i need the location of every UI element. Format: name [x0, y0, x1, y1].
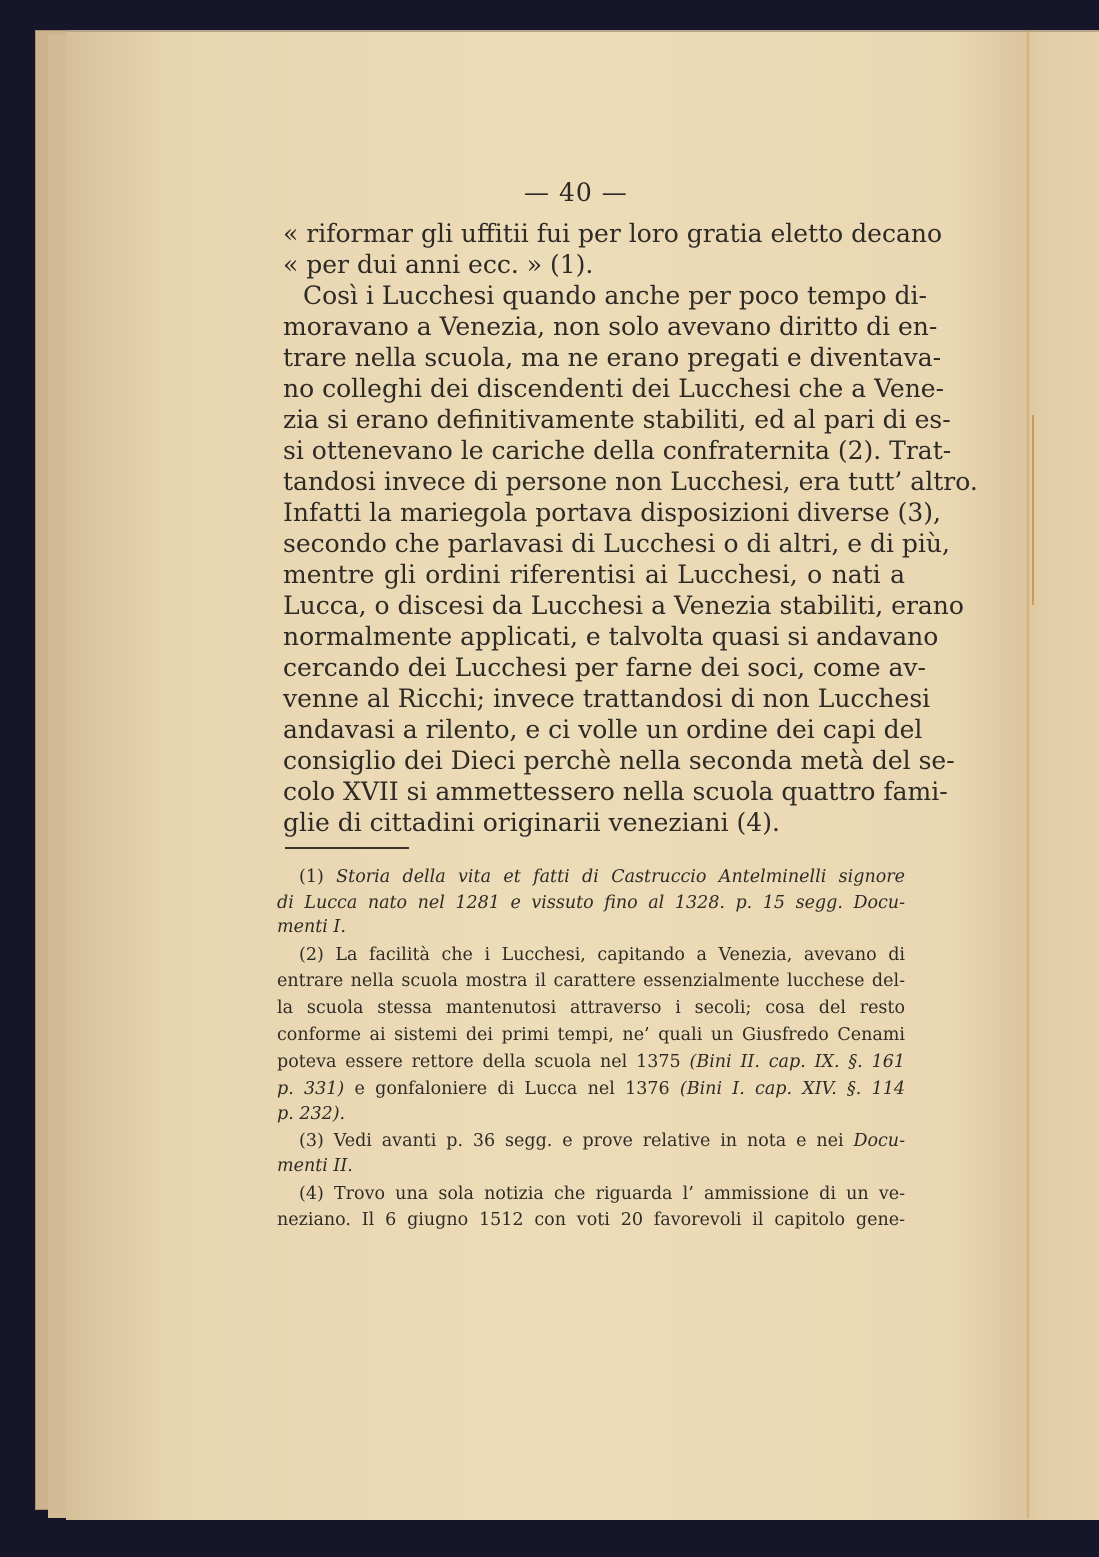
- body-line: Lucca, o discesi da Lucchesi a Venezia stabiliti, erano: [283, 591, 964, 620]
- body-line: si ottenevano le cariche della confraternita (2). Trat-: [283, 436, 952, 465]
- body-line: normalmente applicati, e talvolta quasi si andavano: [283, 622, 939, 651]
- body-line: secondo che parlavasi di Lucchesi o di altri, e di più,: [283, 529, 950, 558]
- citation: p. 331): [277, 1079, 345, 1099]
- footnote-line: conforme ai sistemi dei primi tempi, ne’ quali un Giusfredo Cenami: [277, 1025, 905, 1045]
- body-line: andavasi a rilento, e ci volle un ordine dei capi del: [283, 715, 923, 744]
- paper-crease: [1032, 415, 1034, 605]
- footnote-text: La facilità che i Lucchesi, capitando a Venezia, avevano di: [335, 945, 905, 965]
- footnote-line: [277, 1076, 905, 1103]
- body-line: tandosi invece di persone non Lucchesi, era tutt’ altro.: [283, 467, 978, 496]
- body-line: glie di cittadini originarii veneziani (4).: [283, 808, 780, 837]
- body-line: no colleghi dei discendenti dei Lucchesi che a Vene-: [283, 374, 945, 403]
- body-line: venne al Ricchi; invece trattandosi di non Lucchesi: [283, 684, 931, 713]
- page-number: — 40 —: [524, 178, 628, 207]
- footnote-2: [277, 942, 905, 969]
- page-fold: [1026, 30, 1030, 1518]
- footnote-text: Storia della vita et fatti di Castruccio Antelminelli signore: [336, 867, 905, 887]
- body-line: trare nella scuola, ma ne erano pregati e diventava-: [283, 343, 942, 372]
- footnote-marker: (2): [299, 945, 324, 965]
- body-line: colo XVII si ammettessero nella scuola quattro fami-: [283, 777, 948, 806]
- footnote-text: poteva essere rettore della scuola nel 1375: [277, 1052, 681, 1072]
- footnote-line: entrare nella scuola mostra il carattere essenzialmente lucchese del-: [277, 971, 905, 991]
- footnote-3: [277, 1128, 905, 1155]
- footnote-4: [277, 1181, 905, 1208]
- footnote-line: [277, 1153, 905, 1180]
- body-line: Infatti la mariegola portava disposizioni diverse (3),: [283, 498, 941, 527]
- citation: Docu-: [853, 1131, 905, 1151]
- footnote-line: [277, 890, 905, 917]
- footnote-separator: [285, 847, 409, 849]
- footnote-line: [277, 914, 905, 941]
- body-line: mentre gli ordini riferentisi ai Lucchesi, o nati a: [283, 560, 905, 589]
- footnote-1: [277, 864, 905, 891]
- citation: (Bini I. cap. XIV. §. 114: [679, 1079, 906, 1099]
- citation: p. 232).: [277, 1104, 346, 1124]
- body-line: moravano a Venezia, non solo avevano diritto di en-: [283, 312, 938, 341]
- footnote-line: neziano. Il 6 giugno 1512 con voti 20 favorevoli il capitolo gene-: [277, 1210, 905, 1230]
- footnote-line: [277, 1101, 905, 1128]
- footnote-text: menti I.: [277, 917, 346, 937]
- footnote-line: la scuola stessa mantenutosi attraverso i secoli; cosa del resto: [277, 998, 905, 1018]
- footnote-text: Vedi avanti p. 36 segg. e prove relative in nota e nei: [333, 1131, 844, 1151]
- footnote-marker: (3): [299, 1131, 324, 1151]
- body-line: consiglio dei Dieci perchè nella seconda metà del se-: [283, 746, 955, 775]
- footnote-text: Trovo una sola notizia che riguarda l’ ammissione di un ve-: [334, 1184, 905, 1204]
- footnote-text: e gonfaloniere di Lucca nel 1376: [354, 1079, 670, 1099]
- body-line: « riformar gli uffitii fui per loro gratia eletto decano: [283, 219, 943, 248]
- citation: (Bini II. cap. IX. §. 161: [689, 1052, 905, 1072]
- footnote-text: di Lucca nato nel 1281 e vissuto fino al 1328. p. 15 segg. Docu-: [277, 893, 905, 913]
- footnote-line: [277, 1049, 905, 1076]
- body-line: zia si erano definitivamente stabiliti, ed al pari di es-: [283, 405, 951, 434]
- citation: menti II.: [277, 1156, 353, 1176]
- body-line: cercando dei Lucchesi per farne dei soci, come av-: [283, 653, 927, 682]
- body-line: « per dui anni ecc. » (1).: [283, 250, 594, 279]
- footnote-marker: (4): [299, 1184, 324, 1204]
- body-line: Così i Lucchesi quando anche per poco tempo di-: [303, 281, 927, 310]
- footnote-marker: (1): [299, 867, 324, 887]
